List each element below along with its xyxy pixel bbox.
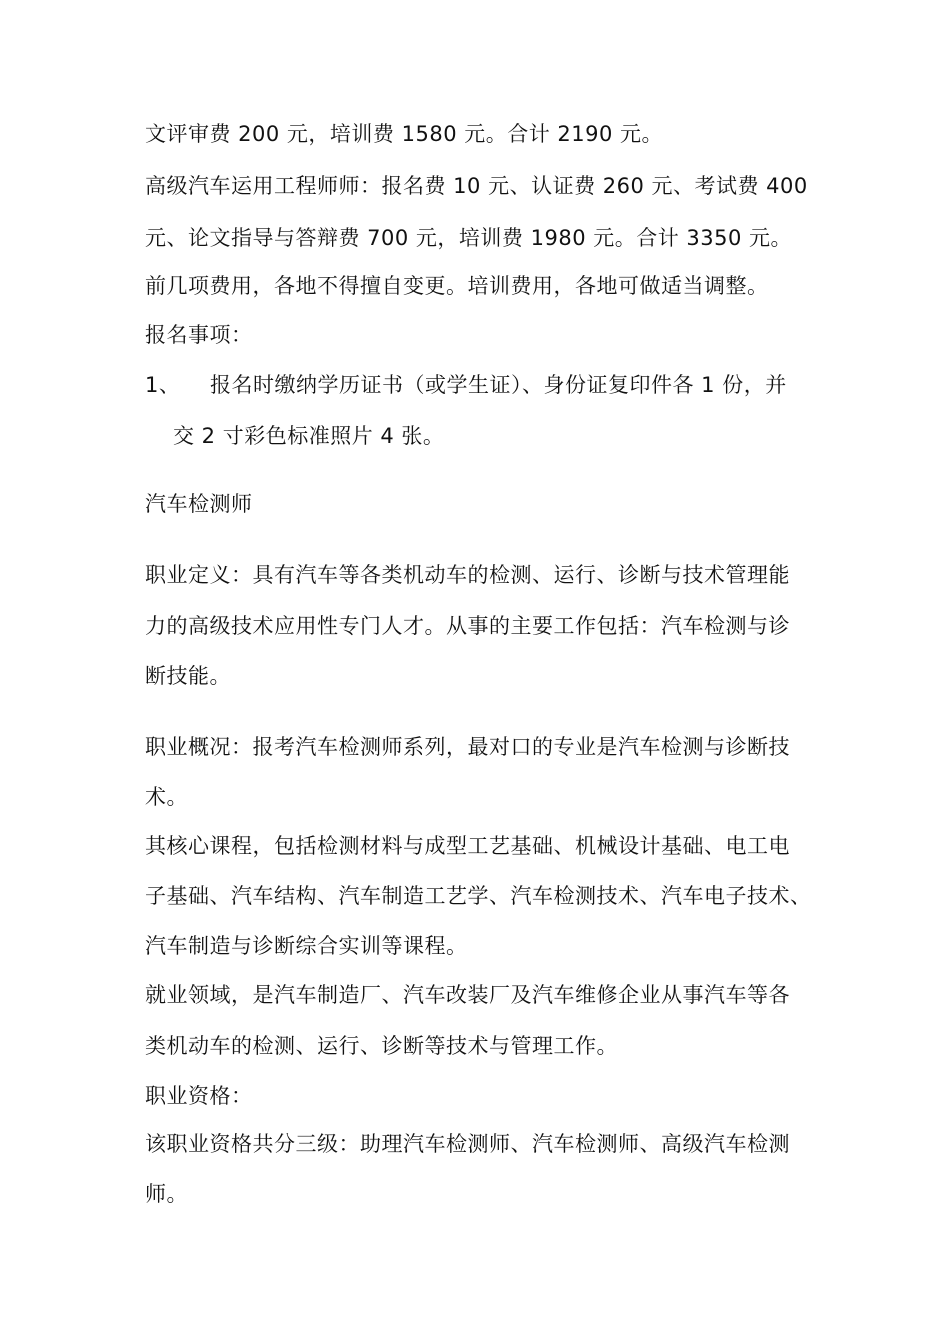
text-line-15: 其核心课程，包括检测材料与成型工艺基础、机械设计基础、电工电 [145,834,790,858]
text-line-19: 类机动车的检测、运行、诊断等技术与管理工作。 [145,1034,618,1058]
list-number-1: 1、 [145,373,181,397]
text-line-5: 报名事项： [145,323,253,347]
list-item-1-line-2: 交 2 寸彩色标准照片 4 张。 [173,424,445,448]
list-item-1-line-1: 报名时缴纳学历证书（或学生证）、身份证复印件各 1 份，并 [210,373,787,397]
text-line-10: 职业定义：具有汽车等各类机动车的检测、运行、诊断与技术管理能 [145,563,790,587]
text-line-11: 力的高级技术应用性专门人才。从事的主要工作包括：汽车检测与诊 [145,614,790,638]
text-line-21: 该职业资格共分三级：助理汽车检测师、汽车检测师、高级汽车检测 [145,1132,790,1156]
text-line-20: 职业资格： [145,1084,253,1108]
text-line-13: 职业概况：报考汽车检测师系列，最对口的专业是汽车检测与诊断技 [145,735,790,759]
text-line-4: 前几项费用，各地不得擅自变更。培训费用，各地可做适当调整。 [145,274,769,298]
text-line-3: 元、论文指导与答辩费 700 元，培训费 1980 元。合计 3350 元。 [145,226,793,250]
section-heading: 汽车检测师 [145,492,253,516]
text-line-1: 文评审费 200 元，培训费 1580 元。合计 2190 元。 [145,122,664,146]
text-line-18: 就业领域，是汽车制造厂、汽车改装厂及汽车维修企业从事汽车等各 [145,983,790,1007]
text-line-16: 子基础、汽车结构、汽车制造工艺学、汽车检测技术、汽车电子技术、 [145,884,812,908]
text-line-17: 汽车制造与诊断综合实训等课程。 [145,934,468,958]
text-line-22: 师。 [145,1182,188,1206]
text-line-2: 高级汽车运用工程师师：报名费 10 元、认证费 260 元、考试费 400 [145,174,808,198]
text-line-12: 断技能。 [145,664,231,688]
text-line-14: 术。 [145,785,188,809]
